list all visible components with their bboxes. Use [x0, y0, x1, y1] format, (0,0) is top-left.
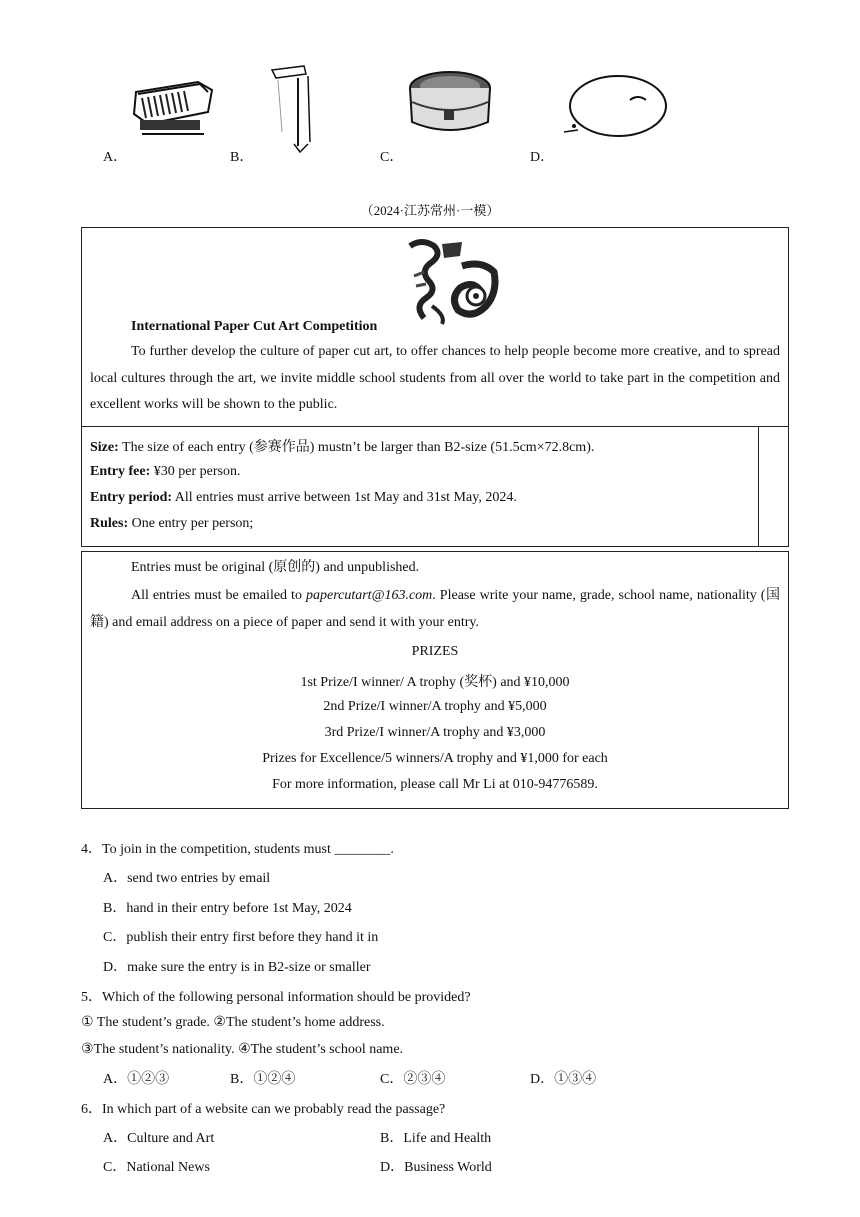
option-d-label: D． — [530, 150, 555, 165]
question-4-option-d[interactable]: D．make sure the entry is in B2-size or smaller — [103, 960, 371, 975]
contact-line: For more information, please call Mr Li at 010-94776589. — [272, 777, 598, 792]
option-a-label: A． — [103, 150, 128, 165]
original-rule: Entries must be original (原创的) and unpublished. — [131, 560, 420, 575]
email-address: papercutart@163.com — [305, 588, 433, 603]
prize-line: 3rd Prize/I winner/A trophy and ¥3,000 — [324, 725, 546, 740]
question-5-stem: 5．Which of the following personal information should be provided? — [81, 990, 471, 1005]
source-note: （2024·江苏常州·一模） — [360, 203, 500, 218]
prize-line: 1st Prize/I winner/ A trophy (奖杯) and ¥10,000 — [300, 675, 570, 690]
question-4-option-c[interactable]: C．publish their entry first before they hand it in — [103, 930, 379, 945]
prizes-heading: PRIZES — [411, 644, 459, 659]
question-6-option-a[interactable]: A．Culture and Art — [103, 1131, 215, 1146]
period-row: Entry period: All entries must arrive between 1st May and 31st May, 2024. — [90, 490, 517, 505]
question-6-option-b[interactable]: B．Life and Health — [380, 1131, 492, 1146]
table-side-cell — [758, 427, 788, 546]
fee-row: Entry fee: ¥30 per person. — [90, 464, 241, 479]
question-5-option-a[interactable]: A．①②③ — [103, 1072, 170, 1087]
question-6-stem: 6．In which part of a website can we probably read the passage? — [81, 1102, 446, 1117]
prize-line: 2nd Prize/I winner/A trophy and ¥5,000 — [323, 699, 547, 714]
prize-line: Prizes for Excellence/5 winners/A trophy and ¥1,000 for each — [262, 751, 608, 766]
question-5-line-2: ③The student’s nationality. ④The student’s school name. — [81, 1042, 404, 1057]
question-5-option-c[interactable]: C．②③④ — [380, 1072, 446, 1087]
question-4-option-b[interactable]: B．hand in their entry before 1st May, 2024 — [103, 901, 352, 916]
question-4-option-a[interactable]: A．send two entries by email — [103, 871, 271, 886]
email-rule: All entries must be emailed to papercutart@163.com. Please write your name, grade, school name, nationality (国籍) and email address on a piece of paper and send it with your entry. — [90, 588, 780, 630]
question-5-line-1: ① The student’s grade. ②The student’s home address. — [81, 1015, 385, 1030]
passage-title: International Paper Cut Art Competition — [131, 319, 378, 334]
jewelry-box-picture — [404, 62, 496, 142]
rules-row: Rules: One entry per person; — [90, 516, 254, 531]
passage-intro-box — [81, 227, 789, 427]
passage-intro-text: To further develop the culture of paper cut art, to offer chances to help people become more creative, and to spread local cultures through the art, we invite middle school students from all over the world to take part in the competition and excellent works will be shown to the public. — [90, 344, 780, 412]
size-row: Size: The size of each entry (参赛作品) mustn’t be larger than B2-size (51.5cm×72.8cm). — [90, 440, 595, 455]
competition-details-box — [81, 426, 789, 547]
question-5-option-b[interactable]: B．①②④ — [230, 1072, 296, 1087]
option-b-label: B． — [230, 150, 254, 165]
dish-rack-picture — [128, 62, 216, 142]
robot-vacuum-picture — [560, 62, 672, 142]
question-6-option-d[interactable]: D．Business World — [380, 1160, 492, 1175]
question-6-option-c[interactable]: C．National News — [103, 1160, 210, 1175]
question-5-option-d[interactable]: D．①③④ — [530, 1072, 597, 1087]
rules-prizes-box — [81, 551, 789, 809]
option-c-label: C． — [380, 150, 404, 165]
tall-box-picture — [264, 62, 324, 154]
question-4-stem: 4．To join in the competition, students must ________. — [81, 842, 394, 857]
